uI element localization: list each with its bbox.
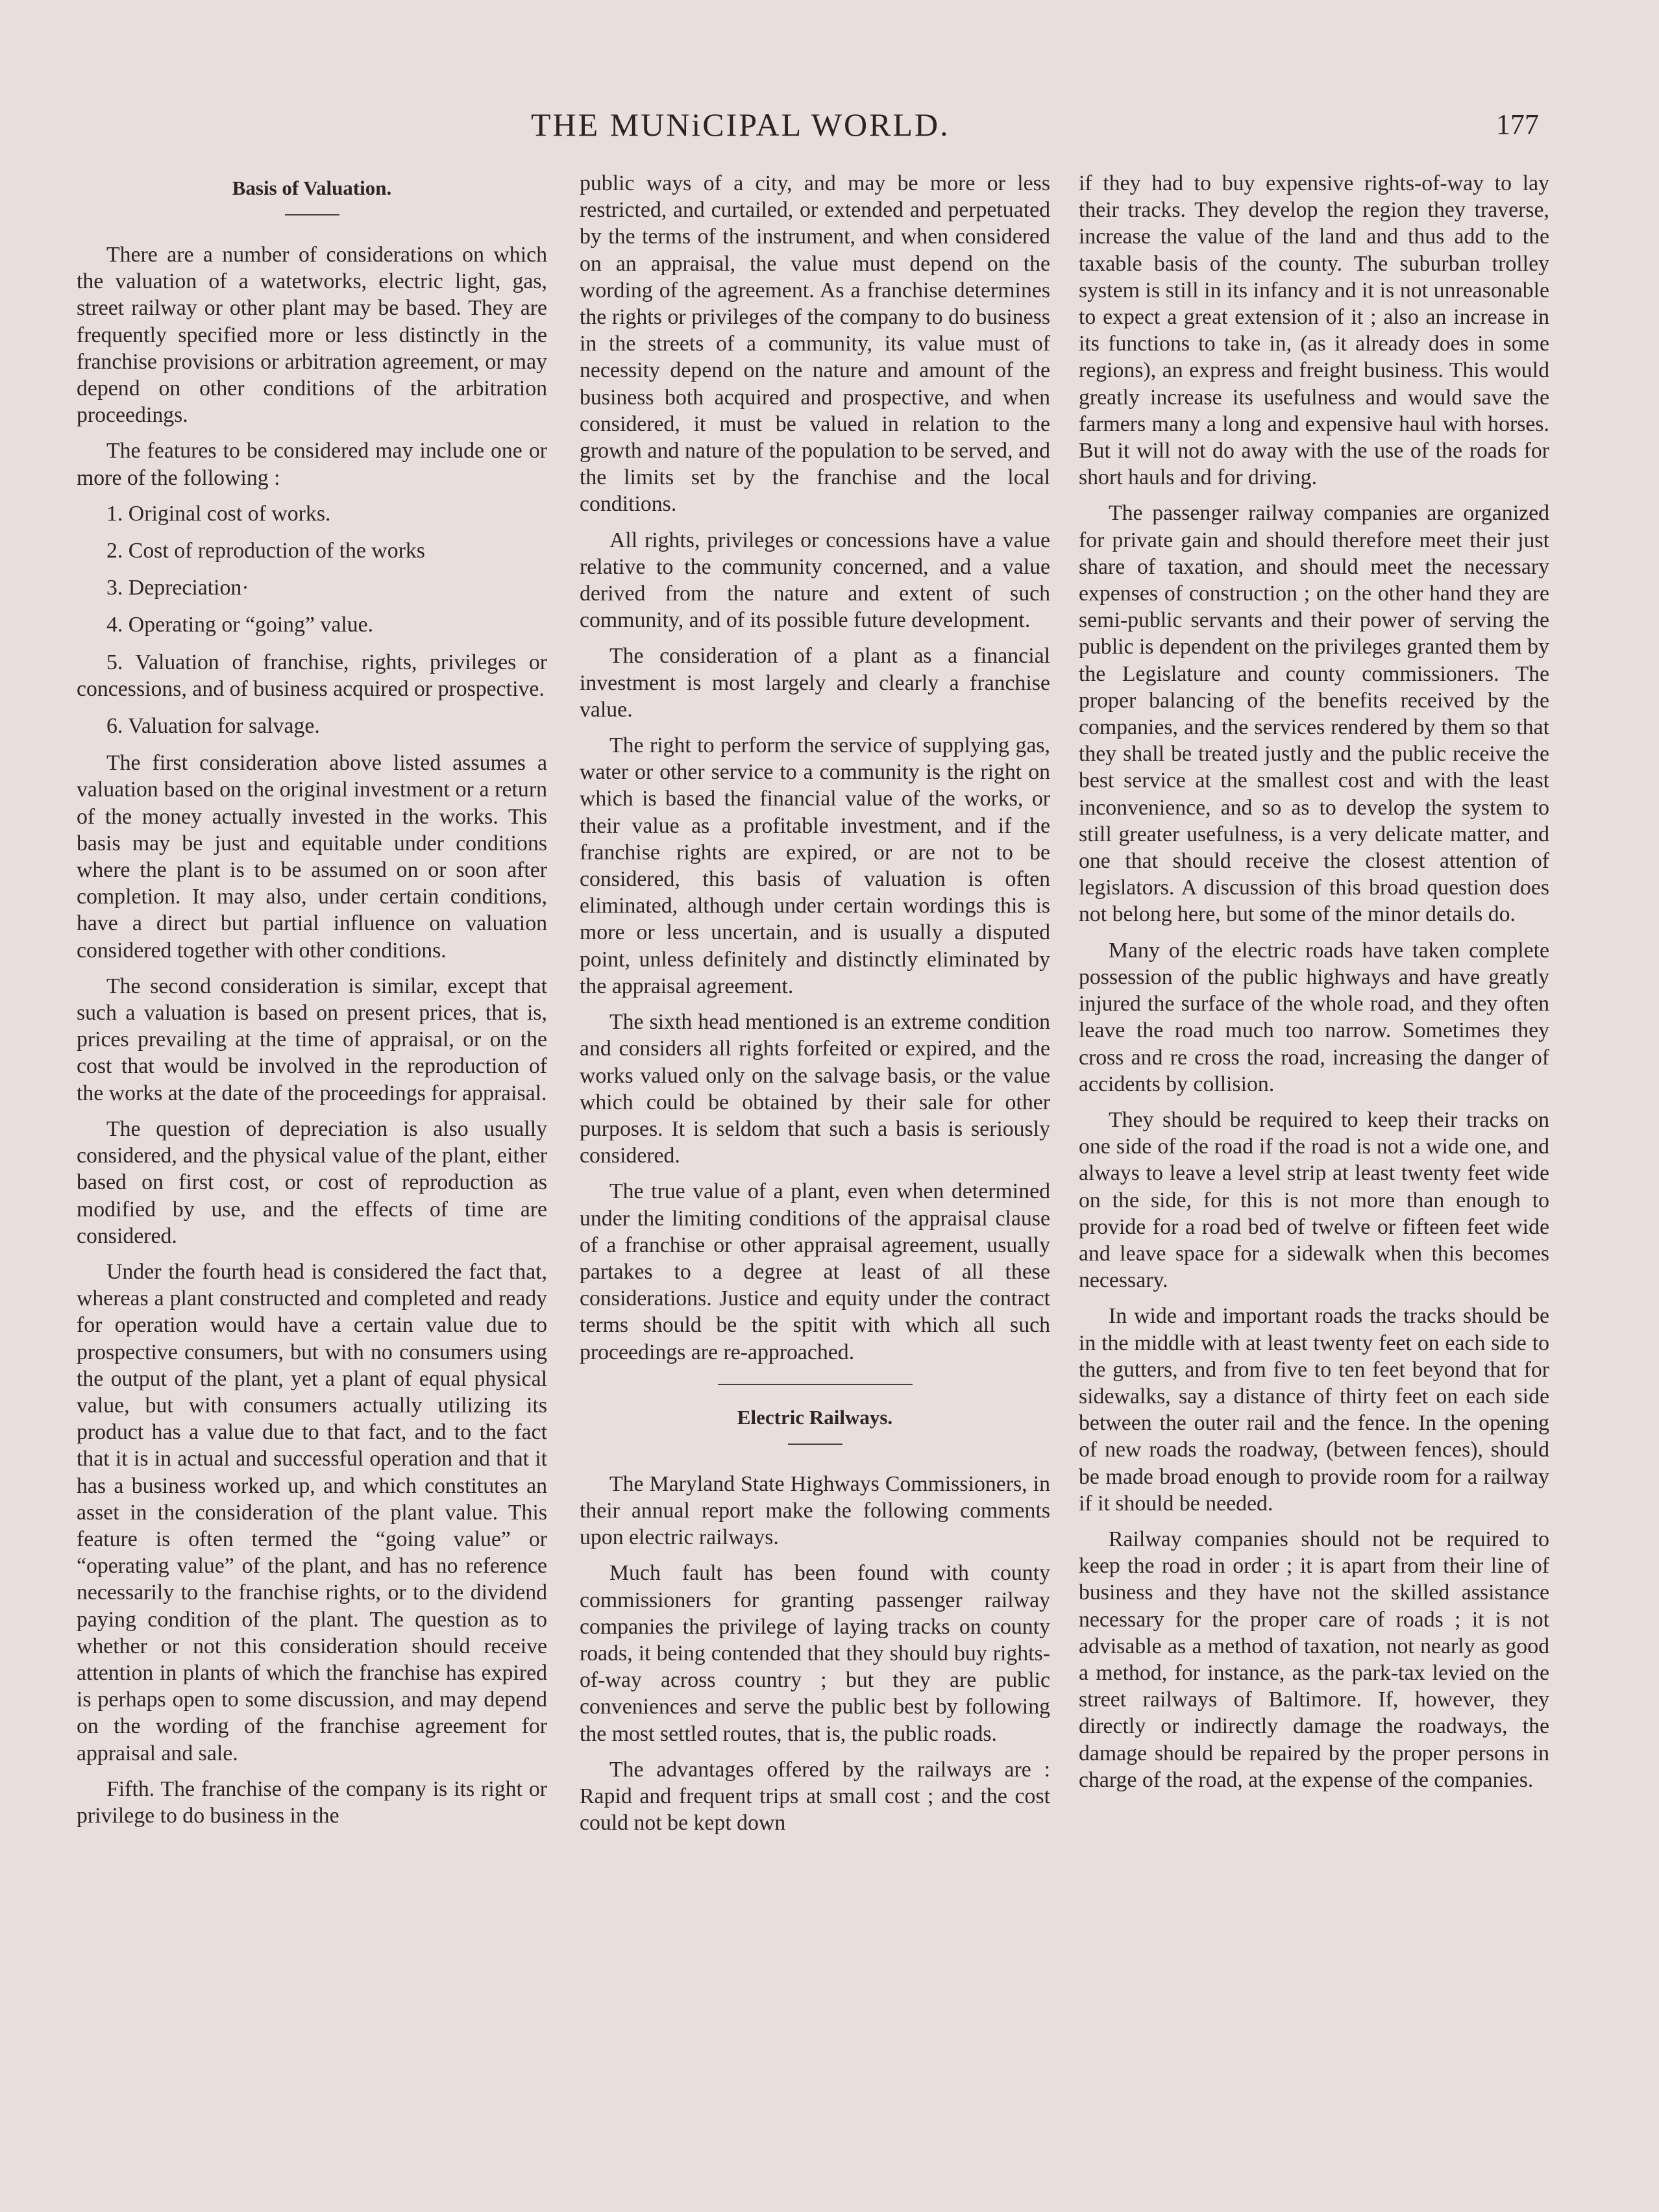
list-item: 2. Cost of reproduction of the works (106, 539, 425, 563)
column-middle (580, 170, 1050, 2182)
paragraph: They should be required to keep their tracks on one side of the road if the road is not a wide one, and always to leave a level strip at least twenty feet wide on the side, for this is not more than enough to provide for a road bed of twelve or fifteen feet wide and leave space for a sidewalk when this becomes necessary. (1079, 1107, 1549, 1293)
section-divider (718, 1384, 913, 1385)
paragraph: The sixth head mentioned is an extreme condition and considers all rights forfeited or expired, and the works valued only on the salvage basis, or the value which could be obtained by their sale for other purposes. It is seldom that such a basis is seriously considered. (580, 1010, 1050, 1168)
paragraph: Many of the electric roads have taken complete possession of the public highways and have greatly injured the surface of the whole road, and they often leave the road much too narrow. Sometimes they cross and re cross the road, increasing the danger of accidents by collision. (1079, 938, 1549, 1096)
paragraph: public ways of a city, and may be more or less restricted, and curtailed, or extended and perpetuated by the terms of the instrument, and when considered on an appraisal, the value must depend on the wording of the agreement. As a franchise determines the rights or privileges of the company to do business in the streets of a community, its value must of necessity depend on the nature and amount of the business both acquired and prospective, and when considered, it must be valued in relation to the growth and nature of the population to be served, and the limits set by the franchise and the local conditions. (580, 171, 1050, 517)
paragraph: The advantages offered by the railways are : Rapid and frequent trips at small cost ; and the cost could not be kept down (580, 1757, 1050, 1836)
paragraph: if they had to buy expensive rights-of-way to lay their tracks. They develop the region they traverse, increase the value of the land and thus add to the taxable basis of the county. The suburban trolley system is still in its infancy and it is not unreasonable to expect a great extension of it ; also an increase in its functions to take in, (as it already does in some regions), an express and freight business. This would greatly increase its usefulness and would save the farmers many a long and expensive haul with horses. But it will not do away with the use of the roads for short hauls and for driving. (1079, 171, 1549, 490)
paragraph: The right to perform the service of supplying gas, water or other service to a community is the right on which is based the financial value of the works, or their value as a profitable investment, and if the franchise rights are expired, or are not to be considered, this basis of valuation is often eliminated, although under certain wordings this is more or less uncertain, and is usually a disputed point, unless definitely and distinctly eliminated by the appraisal agreement. (580, 733, 1050, 998)
paragraph: The first consideration above listed assumes a valuation based on the original investment or a return of the money actually invested in the works. This basis may be just and equitable under conditions where the plant is to be assumed on or soon after completion. It may also, under certain conditions, have a direct but partial influence on valuation considered together with other conditions. (77, 751, 547, 963)
publication-title: THE MUNiCIPAL WORLD. (531, 106, 950, 143)
section-heading-basis-of-valuation: Basis of Valuation. (232, 177, 392, 199)
paragraph: The true value of a plant, even when determined under the limiting conditions of the appraisal clause of a franchise or other appraisal agreement, usually partakes to a degree at least of all these considerations. Justice and equity under the contract terms should be the spitit with which all such proceedings are re-approached. (580, 1179, 1050, 1364)
column-left (77, 170, 547, 2182)
paragraph: In wide and important roads the tracks should be in the middle with at least twenty feet on each side to the gutters, and from five to ten feet beyond that for sidewalks, say a distance of thirty feet on each side between the outer rail and the fence. In the opening of new roads the roadway, (between fences), should be made broad enough to provide room for a railway if it should be needed. (1079, 1304, 1549, 1516)
list-item: 6. Valuation for salvage. (106, 714, 320, 739)
list-item: 1. Original cost of works. (106, 501, 331, 526)
paragraph: The second consideration is similar, except that such a valuation is based on present prices, that is, prices prevailing at the time of appraisal, or on the cost that would be involved in the reproduction of the works at the date of the proceedings for appraisal. (77, 974, 547, 1105)
paragraph: All rights, privileges or concessions have a value relative to the community concerned, and a value derived from the nature and extent of such community, and of its possible future development. (580, 528, 1050, 633)
paragraph: The consideration of a plant as a financial investment is most largely and clearly a franchise value. (580, 644, 1050, 722)
paragraph: Railway companies should not be required to keep the road in order ; it is apart from their line of business and they have not the skilled assistance necessary for the proper care of roads ; it is not advisable as a method of taxation, not nearly as good a method, for instance, as the park-tax levied on the street railways of Baltimore. If, however, they directly or indirectly damage the roadways, the damage should be repaired by the proper persons in charge of the road, at the expense of the companies. (1079, 1527, 1549, 1792)
page-header (0, 99, 1659, 151)
paragraph: The Maryland State Highways Commissioners, in their annual report make the following comments upon electric railways. (580, 1471, 1050, 1550)
page-number: 177 (1496, 108, 1539, 140)
paragraph: The passenger railway companies are organized for private gain and should therefore meet their just share of taxation, and should meet the necessary expenses of construction ; on the other hand they are semi-public servants and their power of serving the public is dependent on the privileges granted them by the Legislature and county commissioners. The proper balancing of the benefits received by the companies, and the services rendered by them so that they shall be treated justly and the public receive the best service at the smallest cost and with the least inconvenience, and so as to develop the system to still greater usefulness, is a very delicate matter, and one that should receive the closest attention of legislators. A discussion of this broad question does not belong here, but some of the minor details do. (1079, 501, 1549, 927)
list-item: 3. Depreciation· (106, 576, 249, 600)
column-right (1079, 170, 1549, 2182)
paragraph: Fifth. The franchise of the company is its right or privilege to do business in the (77, 1776, 547, 1828)
paragraph: The features to be considered may include one or more of the following : (77, 439, 547, 490)
heading-rule (285, 214, 339, 215)
paragraph: The question of depreciation is also usually considered, and the physical value of the plant, either based on first cost, or cost of reproduction as modified by use, and the effects of time are considered. (77, 1116, 547, 1248)
paragraph: Much fault has been found with county commissioners for granting passenger railway companies the privilege of laying tracks on county roads, it being contended that they should buy rights-of-way across country ; but they are public conveniences and serve the public best by following the most settled routes, that is, the public roads. (580, 1561, 1050, 1746)
heading-rule (788, 1444, 842, 1445)
paragraph: There are a number of considerations on which the valuation of a watetworks, electric light, gas, street railway or other plant may be based. They are frequently specified more or less distinctly in the franchise provisions or arbitration agreement, or may depend on other conditions of the arbitration proceedings. (77, 243, 547, 428)
list-item: 5. Valuation of franchise, rights, privileges or concessions, and of business acquired or prospective. (77, 650, 547, 701)
section-heading-electric-railways: Electric Railways. (737, 1405, 893, 1429)
paragraph: Under the fourth head is considered the fact that, whereas a plant constructed and completed and ready for operation would have a certain value due to prospective consumers, but with no consumers using the output of the plant, yet a plant of equal physical value, but with consumers actually utilizing its product has a value due to that fact, and to the fact that it is in actual and successful operation and that it has a business worked up, and which constitutes an asset in the consideration of the plant value. This feature is often termed the “going value” or “operating value” of the plant, and has no reference necessarily to the franchise rights, or to the dividend paying condition of the plant. The question as to whether or not this consideration should receive attention in plants of which the franchise has expired is perhaps open to some discussion, and may depend on the wording of the franchise agreement for appraisal and sale. (77, 1259, 547, 1765)
list-item: 4. Operating or “going” value. (106, 613, 374, 637)
